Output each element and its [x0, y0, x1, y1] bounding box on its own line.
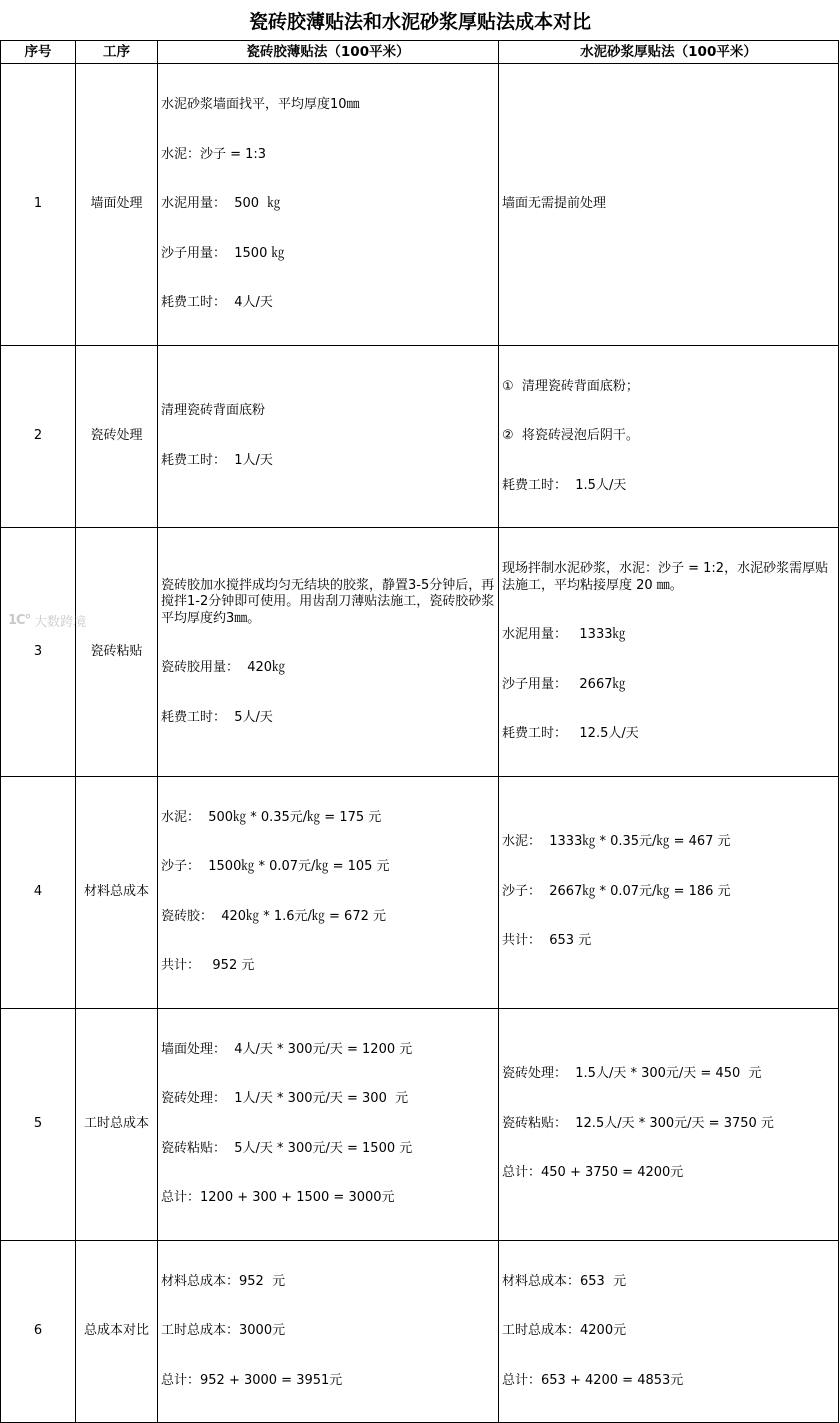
row-number: 5 — [1, 1008, 76, 1240]
cell-line: 共计： 952 元 — [161, 958, 255, 973]
cell-line: 墙面处理： 4人/天 * 300元/天 = 1200 元 — [161, 1041, 413, 1057]
cell-line: 材料总成本：653 元 — [502, 1273, 627, 1289]
cell-line: 沙子用量： 1500 ㎏ — [161, 245, 285, 261]
thick-method-cell — [499, 345, 839, 528]
cell-line: ① 清理瓷砖背面底粉； — [502, 378, 639, 394]
row-number: 6 — [1, 1240, 76, 1423]
thin-method-cell — [158, 776, 499, 1008]
cell-line: 水泥用量： 500 ㎏ — [161, 196, 281, 211]
cell-line: 工时总成本：4200元 — [502, 1323, 627, 1338]
thin-method-cell — [158, 345, 499, 528]
row-process: 瓷砖粘贴 — [76, 528, 158, 777]
thick-method-cell — [499, 776, 839, 1008]
cell-line: 总计：653 + 4200 = 4853元 — [502, 1372, 684, 1388]
table-row — [1, 1008, 839, 1240]
cell-line: 耗费工时： 4人/天 — [161, 295, 273, 310]
row-process: 材料总成本 — [76, 776, 158, 1008]
thick-method-cell — [499, 528, 839, 777]
cell-paragraph: 瓷砖胶加水搅拌成均匀无结块的胶浆，静置3-5分钟后，再搅拌1-2分钟即可使用。用齿刮刀薄贴法施工，瓷砖胶砂浆平均厚度约3㎜。 — [161, 577, 495, 626]
cell-line: 瓷砖胶用量： 420㎏ — [161, 660, 286, 675]
row-process: 工时总成本 — [76, 1008, 158, 1240]
row-process: 瓷砖处理 — [76, 345, 158, 528]
thick-method-cell — [499, 1240, 839, 1423]
row-number: 4 — [1, 776, 76, 1008]
header-row — [1, 41, 839, 64]
cell-line: 沙子用量： 2667㎏ — [502, 676, 626, 692]
cell-line: 瓷砖粘贴： 5人/天 * 300元/天 = 1500 元 — [161, 1140, 413, 1156]
cell-paragraph: 现场拌制水泥砂浆，水泥：沙子 = 1:2，水泥砂浆需厚贴法施工，平均粘接厚度 20 ㎜。 — [502, 561, 829, 593]
watermark-text: 大数跨境 — [34, 614, 87, 630]
row-number: 1 — [1, 64, 76, 346]
watermark-logo: 1C° — [8, 612, 31, 628]
cell-line: 耗费工时： 1.5人/天 — [502, 477, 627, 493]
table-row — [1, 345, 839, 528]
table-row — [1, 1240, 839, 1423]
cell-line: 沙子： 1500㎏ * 0.07元/㎏ = 105 元 — [161, 859, 390, 874]
cell-line: 总计：450 + 3750 = 4200元 — [502, 1165, 684, 1181]
row-process: 墙面处理 — [76, 64, 158, 346]
cell-line: 共计： 653 元 — [502, 933, 592, 949]
header-process: 工序 — [76, 41, 158, 64]
row-number: 2 — [1, 345, 76, 528]
page-title: 瓷砖胶薄贴法和水泥砂浆厚贴法成本对比 — [248, 10, 591, 33]
cell-line: 水泥砂浆墙面找平，平均厚度10㎜ — [161, 97, 360, 112]
header-thin-method: 瓷砖胶薄贴法（100平米） — [158, 41, 499, 64]
cost-comparison-table — [0, 40, 839, 1423]
cell-line: 耗费工时： 1人/天 — [161, 452, 273, 468]
cell-line: 耗费工时： 12.5人/天 — [502, 726, 639, 741]
cell-line: 瓷砖粘贴： 12.5人/天 * 300元/天 = 3750 元 — [502, 1115, 774, 1131]
thick-method-cell — [499, 64, 839, 346]
watermark — [8, 608, 118, 632]
cell-line: 瓷砖处理： 1人/天 * 300元/天 = 300 元 — [161, 1091, 409, 1106]
cell-line: ② 将瓷砖浸泡后阴干。 — [502, 428, 639, 443]
thin-method-cell — [158, 528, 499, 777]
row-number: 3 — [1, 528, 76, 777]
thin-method-cell — [158, 64, 499, 346]
cell-line: 瓷砖胶： 420㎏ * 1.6元/㎏ = 672 元 — [161, 908, 386, 924]
cell-line: 清理瓷砖背面底粉 — [161, 403, 266, 419]
cell-line: 总计：1200 + 300 + 1500 = 3000元 — [161, 1190, 395, 1205]
row-process: 总成本对比 — [76, 1240, 158, 1423]
header-number: 序号 — [1, 41, 76, 64]
table-row — [1, 64, 839, 346]
cell-line: 水泥用量： 1333㎏ — [502, 627, 626, 642]
cell-line: 工时总成本：3000元 — [161, 1323, 286, 1338]
cell-line: 沙子： 2667㎏ * 0.07元/㎏ = 186 元 — [502, 883, 731, 899]
cell-line: 水泥： 500㎏ * 0.35元/㎏ = 175 元 — [161, 809, 382, 825]
cell-line: 墙面无需提前处理 — [502, 196, 607, 211]
table-row — [1, 528, 839, 777]
thin-method-cell — [158, 1008, 499, 1240]
cell-line: 材料总成本：952 元 — [161, 1273, 286, 1289]
thick-method-cell — [499, 1008, 839, 1240]
cell-line: 总计：952 + 3000 = 3951元 — [161, 1372, 343, 1388]
thin-method-cell — [158, 1240, 499, 1423]
cell-line: 水泥：沙子 = 1:3 — [161, 146, 267, 162]
table-row — [1, 776, 839, 1008]
cell-line: 耗费工时： 5人/天 — [161, 709, 273, 725]
cell-line: 瓷砖处理： 1.5人/天 * 300元/天 = 450 元 — [502, 1066, 762, 1082]
cell-line: 水泥： 1333㎏ * 0.35元/㎏ = 467 元 — [502, 834, 731, 850]
header-thick-method: 水泥砂浆厚贴法（100平米） — [499, 41, 839, 64]
